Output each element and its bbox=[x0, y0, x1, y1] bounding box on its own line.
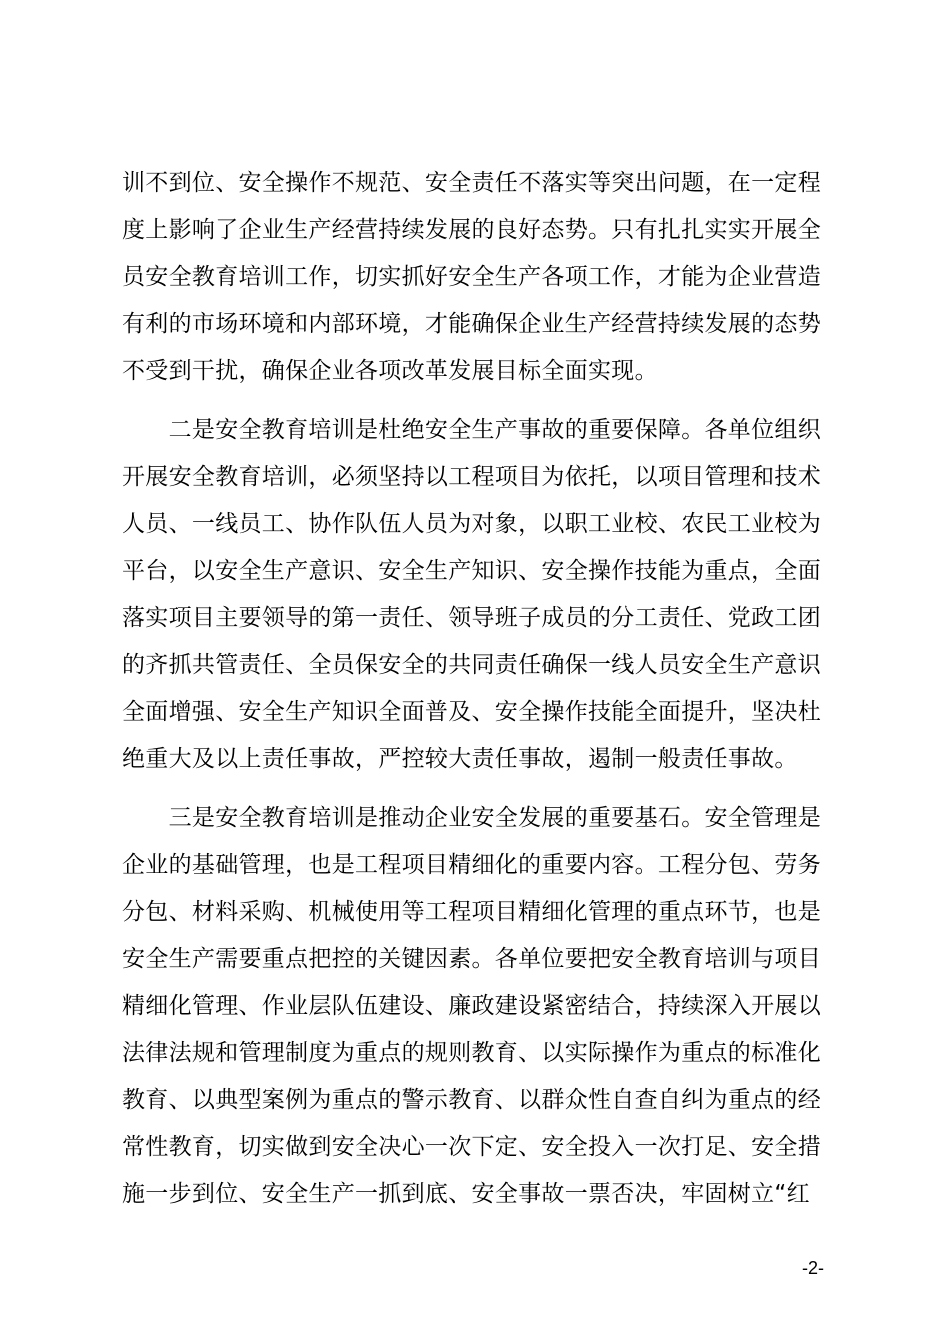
text-line: 员安全教育培训工作，切实抓好安全生产各项工作，才能为企业营造 bbox=[122, 264, 821, 290]
text-line: 企业的基础管理，也是工程项目精细化的重要内容。工程分包、劳务 bbox=[122, 852, 821, 878]
text-line: 三是安全教育培训是推动企业安全发展的重要基石。安全管理是 bbox=[122, 805, 821, 831]
text-line: 平台，以安全生产意识、安全生产知识、安全操作技能为重点，全面 bbox=[122, 558, 821, 584]
text-line: 二是安全教育培训是杜绝安全生产事故的重要保障。各单位组织 bbox=[122, 417, 821, 443]
paragraph-3 bbox=[122, 795, 842, 1218]
text-line: 分包、材料采购、机械使用等工程项目精细化管理的重点环节，也是 bbox=[122, 899, 821, 925]
text-line: 训不到位、安全操作不规范、安全责任不落实等突出问题，在一定程 bbox=[122, 170, 821, 196]
text-line: 绝重大及以上责任事故，严控较大责任事故，遏制一般责任事故。 bbox=[122, 746, 798, 772]
text-line: 常性教育，切实做到安全决心一次下定、安全投入一次打足、安全措 bbox=[122, 1134, 821, 1160]
text-line: 人员、一线员工、协作队伍人员为对象，以职工业校、农民工业校为 bbox=[122, 511, 821, 537]
paragraph-spacer bbox=[122, 395, 842, 407]
text-line: 度上影响了企业生产经营持续发展的良好态势。只有扎扎实实开展全 bbox=[122, 217, 821, 243]
text-line: 不受到干扰，确保企业各项改革发展目标全面实现。 bbox=[122, 358, 658, 384]
text-line: 教育、以典型案例为重点的警示教育、以群众性自查自纠为重点的经 bbox=[122, 1087, 821, 1113]
text-line: 安全生产需要重点把控的关键因素。各单位要把安全教育培训与项目 bbox=[122, 946, 821, 972]
text-line: 全面增强、安全生产知识全面普及、安全操作技能全面提升，坚决杜 bbox=[122, 699, 821, 725]
body-text bbox=[122, 160, 842, 1218]
text-line: 落实项目主要领导的第一责任、领导班子成员的分工责任、党政工团 bbox=[122, 605, 821, 631]
page-number: -2- bbox=[802, 1258, 824, 1278]
text-line: 的齐抓共管责任、全员保安全的共同责任确保一线人员安全生产意识 bbox=[122, 652, 821, 678]
text-line: 精细化管理、作业层队伍建设、廉政建设紧密结合，持续深入开展以 bbox=[122, 993, 821, 1019]
text-line: 开展安全教育培训，必须坚持以工程项目为依托，以项目管理和技术 bbox=[122, 464, 821, 490]
paragraph-spacer bbox=[122, 783, 842, 795]
text-line: 施一步到位、安全生产一抓到底、安全事故一票否决，牢固树立“红 bbox=[122, 1181, 810, 1207]
paragraph-2 bbox=[122, 407, 842, 783]
text-line: 法律法规和管理制度为重点的规则教育、以实际操作为重点的标准化 bbox=[122, 1040, 821, 1066]
text-line: 有利的市场环境和内部环境，才能确保企业生产经营持续发展的态势 bbox=[122, 311, 821, 337]
paragraph-1 bbox=[122, 160, 842, 395]
